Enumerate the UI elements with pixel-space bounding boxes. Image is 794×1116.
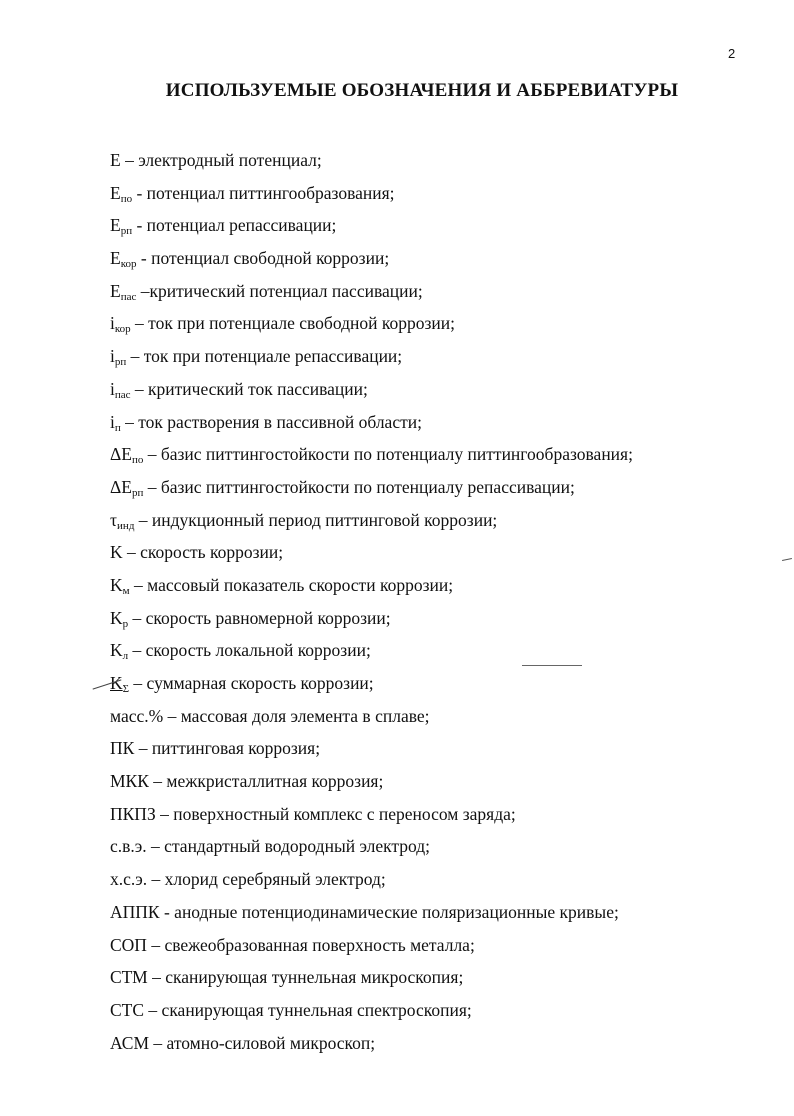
entry-passivation-potential <box>110 278 770 311</box>
entry-symbol: E <box>110 150 121 170</box>
entry-repassivation-current <box>110 343 770 376</box>
entry-symbol: K <box>110 542 123 563</box>
entry-definition: – массовый показатель скорости коррозии; <box>129 574 454 595</box>
entry-subscript: пас <box>114 388 131 401</box>
entry-pitting-resistance-basis-po <box>110 441 770 474</box>
page-title: ИСПОЛЬЗУЕМЫЕ ОБОЗНАЧЕНИЯ И АББРЕВИАТУРЫ <box>165 80 679 101</box>
entry-symbol: АСМ <box>110 1032 149 1053</box>
entry-definition: – индукционный период питтинговой коррозии; <box>134 509 498 530</box>
entry-symbol: K <box>110 640 123 661</box>
entry-symbol: i <box>110 313 115 334</box>
entry-definition: – поверхностный комплекс с переносом заряда; <box>155 803 516 824</box>
scan-artifact-line <box>522 665 582 666</box>
entry-total-corrosion-rate <box>110 670 770 703</box>
abbreviation-list <box>110 147 770 1062</box>
entry-symbol: i <box>110 346 115 367</box>
entry-subscript: рп <box>120 225 133 238</box>
entry-subscript: инд <box>117 519 135 532</box>
entry-passivation-current <box>110 376 770 409</box>
entry-symbol: МКК <box>110 771 149 792</box>
entry-symbol: K <box>110 607 123 628</box>
entry-charge-transfer-complex <box>110 801 770 834</box>
entry-definition: – питтинговая коррозия; <box>134 738 321 759</box>
entry-definition: – хлорид серебряный электрод; <box>147 869 386 890</box>
entry-definition: –критический потенциал пассивации; <box>136 280 423 301</box>
entry-symbol: СТМ <box>110 967 148 988</box>
scan-artifact-mark <box>782 558 792 561</box>
entry-definition: – стандартный водородный электрод; <box>146 836 431 857</box>
entry-induction-period <box>110 507 770 540</box>
entry-corrosion-current <box>110 310 770 343</box>
entry-symbol: K <box>110 673 123 693</box>
entry-definition: – атомно-силовой микроскоп; <box>149 1032 376 1053</box>
entry-fresh-surface <box>110 932 770 965</box>
entry-subscript: кор <box>114 323 131 336</box>
entry-stm <box>110 964 770 997</box>
entry-subscript: п <box>114 421 121 434</box>
entry-definition: – межкристаллитная коррозия; <box>148 771 384 792</box>
entry-subscript: р <box>122 617 129 630</box>
entry-symbol: СОП <box>110 934 147 955</box>
entry-symbol: масс.% <box>110 705 164 726</box>
entry-mass-fraction <box>110 703 770 736</box>
entry-definition: - потенциал репассивации; <box>132 215 337 236</box>
entry-pitting-corrosion <box>110 735 770 768</box>
entry-definition: – ток при потенциале репассивации; <box>126 346 403 367</box>
entry-symbol: х.с.э. <box>110 869 148 890</box>
entry-standard-hydrogen-electrode <box>110 833 770 866</box>
entry-subscript: по <box>131 454 144 467</box>
entry-definition: – сканирующая туннельная спектроскопия; <box>144 999 472 1020</box>
entry-symbol: τ <box>110 509 118 530</box>
entry-symbol: E <box>110 182 121 203</box>
entry-pitting-potential <box>110 180 770 213</box>
entry-passive-dissolution-current <box>110 409 770 442</box>
entry-intergranular-corrosion <box>110 768 770 801</box>
entry-subscript: рп <box>114 356 127 369</box>
entry-corrosion-potential <box>110 245 770 278</box>
entry-symbol: АППК <box>110 901 160 922</box>
entry-afm <box>110 1030 770 1063</box>
entry-definition: - потенциал свободной коррозии; <box>136 248 390 269</box>
page-number: 2 <box>728 46 736 61</box>
entry-sts <box>110 997 770 1030</box>
entry-definition: – критический ток пассивации; <box>130 378 368 399</box>
entry-anodic-polarization-curves <box>110 899 770 932</box>
entry-electrode-potential <box>110 147 770 180</box>
entry-definition: – ток при потенциале свободной коррозии; <box>130 313 455 334</box>
entry-symbol: ПК <box>110 738 135 759</box>
entry-subscript: по <box>120 192 133 205</box>
entry-definition: – суммарная скорость коррозии; <box>129 673 374 693</box>
entry-symbol: СТС <box>110 999 145 1020</box>
entry-subscript: м <box>122 584 130 597</box>
entry-silver-chloride-electrode <box>110 866 770 899</box>
entry-definition: – ток растворения в пассивной области; <box>120 411 422 432</box>
entry-subscript: кор <box>120 258 137 271</box>
entry-symbol: ПКПЗ <box>110 803 156 824</box>
entry-definition: – сканирующая туннельная микроскопия; <box>147 967 464 988</box>
entry-uniform-corrosion-rate <box>110 605 770 638</box>
entry-definition: – скорость коррозии; <box>122 542 284 563</box>
entry-local-corrosion-rate <box>110 637 770 670</box>
entry-subscript: пас <box>120 290 137 303</box>
entry-subscript: Σ <box>122 683 130 695</box>
entry-definition: - потенциал питтингообразования; <box>132 182 395 203</box>
entry-symbol: K <box>110 574 123 595</box>
entry-definition: – массовая доля элемента в сплаве; <box>163 705 430 726</box>
entry-symbol: E <box>110 215 121 236</box>
entry-definition: – скорость локальной коррозии; <box>128 640 371 661</box>
entry-symbol: E <box>110 280 121 301</box>
entry-definition: – электродный потенциал; <box>120 150 322 170</box>
entry-symbol: ΔE <box>110 476 132 497</box>
entry-subscript: л <box>122 650 129 663</box>
entry-symbol: ΔE <box>110 444 132 465</box>
entry-symbol: E <box>110 248 121 269</box>
entry-symbol: с.в.э. <box>110 836 147 857</box>
entry-definition: – свежеобразованная поверхность металла; <box>146 934 475 955</box>
entry-definition: – базис питтингостойкости по потенциалу питтингообразования; <box>143 444 633 465</box>
entry-repassivation-potential <box>110 212 770 245</box>
entry-symbol: i <box>110 411 115 432</box>
entry-definition: – скорость равномерной коррозии; <box>128 607 391 628</box>
entry-symbol: i <box>110 378 115 399</box>
entry-mass-corrosion-rate <box>110 572 770 605</box>
entry-pitting-resistance-basis-rp <box>110 474 770 507</box>
entry-subscript: рп <box>131 486 144 499</box>
entry-definition: – базис питтингостойкости по потенциалу репассивации; <box>143 476 575 497</box>
entry-definition: - анодные потенциодинамические поляризационные кривые; <box>159 901 619 922</box>
entry-corrosion-rate <box>110 539 770 572</box>
